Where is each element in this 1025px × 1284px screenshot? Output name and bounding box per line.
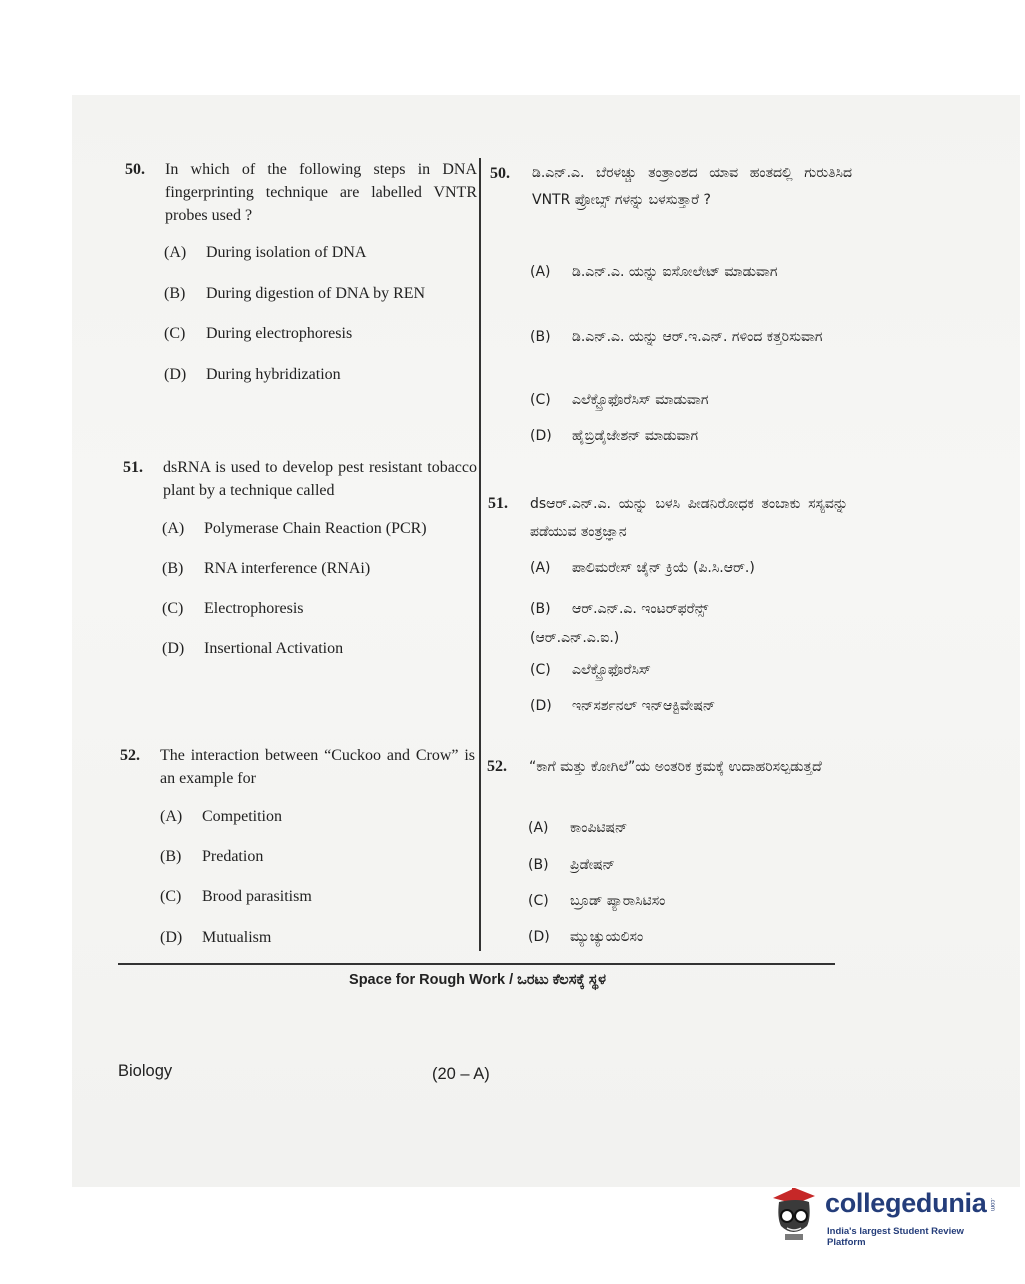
option-50a-en: (A) During isolation of DNA bbox=[164, 244, 367, 261]
option-50c-en: (C) During electrophoresis bbox=[164, 325, 353, 342]
question-stem: ಡಿ.ಎನ್.ಎ. ಬೆರಳಚ್ಚು ತಂತ್ರಾಂಶದ ಯಾವ ಹಂತದಲ್ಲಿ ಗುರುತಿಸಿದ VNTR ಪ್ರೋಬ್ಸ್ ಗಳನ್ನು ಬಳಸುತ್ತಾರೆ ? bbox=[532, 165, 852, 208]
question-number: 51. bbox=[488, 495, 508, 512]
question-stem: In which of the following steps in DNA fingerprinting technique are labelled VNTR probes used ? bbox=[165, 161, 477, 224]
brand-name: collegedunia bbox=[825, 1188, 987, 1218]
rough-work-divider bbox=[118, 963, 835, 965]
page-number: (20 – A) bbox=[432, 1065, 490, 1083]
option-51b-kn: (B) ಆರ್.ಎನ್.ಎ. ಇಂಟರ್‌ಫರೆನ್ಸ್ (ಆರ್.ಎನ್.ಎ.ಐ.) bbox=[530, 601, 709, 646]
option-51d-kn: (D) ಇನ್‌ಸರ್ಶನಲ್ ಇನ್‌ಆಕ್ಟಿವೇಷನ್ bbox=[530, 698, 716, 714]
option-50a-kn: (A) ಡಿ.ಎನ್.ಎ. ಯನ್ನು ಐಸೋಲೇಟ್ ಮಾಡುವಾಗ bbox=[530, 264, 778, 280]
student-mascot-icon bbox=[767, 1184, 819, 1242]
option-52b-kn: (B) ಪ್ರಿಡೇಷನ್ bbox=[528, 857, 615, 873]
option-52c-en: (C) Brood parasitism bbox=[160, 888, 312, 905]
option-51c-kn: (C) ಎಲೆಕ್ಟ್ರೊಫೊರೆಸಿಸ್ bbox=[530, 662, 651, 678]
brand-tagline: India's largest Student Review Platform bbox=[827, 1226, 964, 1248]
option-52d-en: (D) Mutualism bbox=[160, 929, 272, 946]
question-stem: dsಆರ್.ಎನ್.ಎ. ಯನ್ನು ಬಳಸಿ ಪೀಡನಿರೋಧಕ ತಂಬಾಕು ಸಸ್ಯವನ್ನು ಪಡೆಯುವ ತಂತ್ರಜ್ಞಾನ bbox=[530, 496, 848, 540]
question-stem: dsRNA is used to develop pest resistant tobacco plant by a technique called bbox=[163, 459, 477, 499]
question-number: 50. bbox=[490, 165, 510, 182]
question-stem: “ಕಾಗೆ ಮತ್ತು ಕೋಗಿಲೆ”ಯ ಅಂತರಿಕ ಕ್ರಮಕ್ಕೆ ಉದಾಹರಿಸಲ್ಪಡುತ್ತದೆ bbox=[529, 759, 822, 775]
option-50d-en: (D) During hybridization bbox=[164, 366, 341, 383]
brand-suffix: .com bbox=[989, 1198, 995, 1212]
question-number: 52. bbox=[120, 747, 140, 764]
question-number: 50. bbox=[125, 161, 145, 178]
option-51b-en: (B) RNA interference (RNAi) bbox=[162, 560, 371, 577]
option-52a-kn: (A) ಕಾಂಪಿಟಿಷನ್ bbox=[528, 820, 628, 836]
option-52d-kn: (D) ಮ್ಯುಚ್ಯುಯಲಿಸಂ bbox=[528, 929, 644, 945]
column-divider bbox=[479, 158, 481, 951]
option-51a-kn: (A) ಪಾಲಿಮರೇಸ್ ಚೈನ್ ಕ್ರಿಯೆ (ಪಿ.ಸಿ.ಆರ್.) bbox=[530, 560, 755, 576]
subject-label: Biology bbox=[118, 1062, 173, 1080]
collegedunia-logo bbox=[765, 1180, 1000, 1250]
option-52b-en: (B) Predation bbox=[160, 848, 264, 865]
question-number: 51. bbox=[123, 459, 143, 476]
option-50b-en: (B) During digestion of DNA by REN bbox=[164, 285, 426, 302]
option-50b-kn: (B) ಡಿ.ಎನ್.ಎ. ಯನ್ನು ಆರ್.ಇ.ಎನ್. ಗಳಿಂದ ಕತ್ತರಿಸುವಾಗ bbox=[530, 329, 823, 345]
option-52c-kn: (C) ಬ್ರೂಡ್ ಪ್ಯಾರಾಸಿಟಿಸಂ bbox=[528, 893, 666, 909]
option-52a-en: (A) Competition bbox=[160, 808, 282, 825]
option-51d-en: (D) Insertional Activation bbox=[162, 640, 344, 657]
option-51a-en: (A) Polymerase Chain Reaction (PCR) bbox=[162, 520, 427, 537]
question-stem: The interaction between “Cuckoo and Crow” is an example for bbox=[160, 747, 475, 787]
question-number: 52. bbox=[487, 758, 507, 775]
option-51c-en: (C) Electrophoresis bbox=[162, 600, 304, 617]
option-50c-kn: (C) ಎಲೆಕ್ಟ್ರೊಫೊರೆಸಿಸ್ ಮಾಡುವಾಗ bbox=[530, 392, 709, 408]
rough-work-label: Space for Rough Work / ಒರಟು ಕೆಲಸಕ್ಕೆ ಸ್ಥಳ bbox=[349, 972, 606, 988]
option-50d-kn: (D) ಹೈಬ್ರಿಡೈಜೇಶನ್ ಮಾಡುವಾಗ bbox=[530, 428, 699, 444]
